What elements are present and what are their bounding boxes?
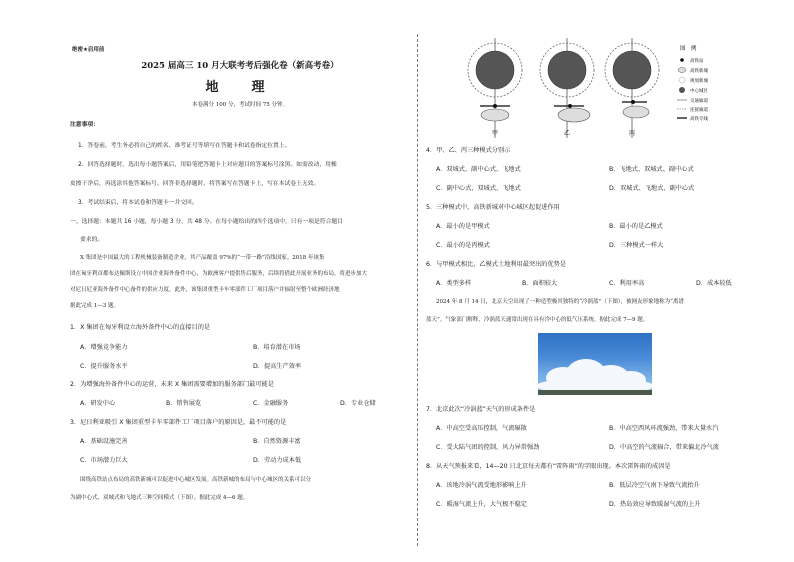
question-3: 3．尼日利亚吸引 X 集团重型卡车零部件工厂项目落户的原因是，最不可能的是: [70, 419, 287, 426]
note-item: 1．答卷前，考生务必将自己的姓名、准考证号等填写在答题卡和试卷指定位置上。: [78, 143, 291, 149]
option-c[interactable]: C．最小的是丙模式: [436, 242, 490, 249]
hsr-station: [493, 104, 497, 108]
passage-line: 对尼日尼亚海外备件中心备件的供应力度。此外，该集团重型卡车零部件工厂项目落户并辐射至整个欧洲经济地: [70, 287, 340, 293]
option-d[interactable]: D．劳动力成本低: [253, 457, 302, 464]
legend-item: 高铁新城: [690, 69, 708, 74]
hsr-station: [631, 100, 635, 104]
cold-vortex-sky-photo: [538, 333, 652, 395]
column-divider: [417, 34, 418, 546]
passage-line: 为副中心式、双城式和飞地式三种空间模式（下图）。据此完成 4—6 题。: [70, 495, 249, 501]
right-column: [426, 0, 766, 562]
option-d[interactable]: D．中高空的气流辐合，带来偏北冷气流: [609, 444, 719, 451]
central-city: [476, 51, 514, 89]
option-d[interactable]: D．热岛效应导致暖湿气流的上升: [609, 501, 701, 508]
question-6: 6．与甲模式相比，乙模式土地利用最突出的优势是: [426, 261, 567, 268]
passage-line: 2024 年 8 月 14 日，北京天空出现了一种造型极其独特的“冷涡蓝”（下图），被网友形象地称为“离谱: [436, 299, 684, 305]
score-note: 本卷满分 100 分，考试时间 75 分钟。: [192, 102, 288, 108]
subject-title: 地 理: [205, 80, 275, 95]
passage-line: 蓝天”。气象部门解释，冷涡蓝天通常出现在具有冷中心的低气压系统。据此完成 7—9 题。: [426, 317, 649, 323]
question-7: 7．北京此次“冷涡蓝”天气的形成条件是: [426, 406, 536, 413]
notes-heading: 注意事项：: [70, 122, 99, 128]
note-item: 皮擦干净后，再选涂其他答案标号。回答非选择题时，将答案写在答题卡上，写在本试卷上无效。: [70, 181, 320, 187]
option-c[interactable]: C．市场潜力巨大: [80, 457, 128, 464]
option-d[interactable]: D．三种模式一样大: [609, 242, 664, 249]
option-c[interactable]: C．提升服务水平: [80, 363, 128, 370]
legend-station-symbol: [680, 58, 684, 62]
option-c[interactable]: C．副中心式、双城式、飞地式: [436, 185, 521, 192]
question-2: 2．为增强海外备件中心的运营，未来 X 集团需要增加的服务部门最可能是: [70, 381, 274, 388]
legend-newcity-symbol: [678, 68, 686, 73]
option-b[interactable]: B．低层冷空气南下导致气流抬升: [609, 482, 700, 489]
passage-line: 据此完成 1—3 题。: [70, 303, 119, 309]
option-a[interactable]: A．类型多样: [436, 280, 472, 287]
model-yi: [540, 38, 594, 138]
legend-title: 图 例: [680, 46, 697, 52]
hsr-new-city: [623, 106, 649, 118]
option-b[interactable]: B．培育潜在市场: [253, 344, 301, 351]
legend-item: 交通廊道: [690, 99, 708, 104]
diagram-label-bing: 丙: [629, 130, 636, 137]
hsr-new-city: [481, 109, 509, 121]
legend-item: 连接廊道: [690, 108, 708, 113]
legend-item: 高铁站: [690, 59, 704, 64]
option-a[interactable]: A．该地冷涡气流受地形影响上升: [436, 482, 527, 489]
model-bing: [605, 38, 659, 138]
question-4: 4．甲、乙、丙三种模式分别示: [426, 147, 511, 154]
question-1: 1．X 集团在匈牙利设立海外备件中心的直接目的是: [70, 324, 211, 331]
note-item: 3．考试结束后，将本试卷和答题卡一并交回。: [78, 200, 198, 206]
legend-item: 高铁专线: [690, 117, 708, 122]
option-d[interactable]: D．成本较低: [696, 280, 732, 287]
hsr-new-city: [558, 108, 590, 122]
section-heading-cont: 要求的。: [80, 237, 104, 243]
secret-mark: 绝密★启用前: [72, 47, 105, 53]
central-city: [548, 51, 586, 89]
option-a[interactable]: A．最小的是甲模式: [436, 223, 490, 230]
diagram-label-yi: 乙: [564, 130, 571, 137]
option-c[interactable]: C．暖湿气流上升，大气极不稳定: [436, 501, 527, 508]
question-8: 8．从天气预报来看，14—20 日北京每天都有“雷阵雨”的字眼出现。本次雷阵雨的成因是: [426, 463, 671, 470]
legend-item: 中心城区: [690, 89, 708, 94]
option-a[interactable]: A．基础设施完善: [80, 438, 128, 445]
option-a[interactable]: A．研发中心: [80, 400, 116, 407]
option-d[interactable]: D．提高生产效率: [253, 363, 302, 370]
option-b[interactable]: B．飞地式、双城式、副中心式: [609, 166, 694, 173]
passage-line: 围绕高铁站点布局的高铁新城可以促进中心城区发展。高铁新城的布局与中心城区的关系可以分: [80, 477, 312, 483]
option-b[interactable]: B．自然资源丰富: [253, 438, 301, 445]
option-a[interactable]: A．增强竞争能力: [80, 344, 128, 351]
option-c[interactable]: C．金融服务: [253, 400, 289, 407]
diagram-label-jia: 甲: [492, 130, 499, 137]
note-item: 2．回答选择题时，选出每小题答案后，用铅笔把答题卡上对应题目的答案标号涂黑。如需改动，用橡: [78, 162, 337, 168]
passage-line: X 集团是中国最大的工程机械装备制造企业，其产品覆盖 97%的“一带一路”沿线国家。2018 年该集: [80, 255, 325, 261]
legend-planned-symbol: [679, 77, 685, 83]
model-jia: [468, 38, 522, 138]
passage-line: 团在匈牙利首都布达佩斯设立中国企业海外备件中心，为欧洲客户提供售后服务，后续将借此开展业务的布局。将进步加大: [70, 271, 368, 277]
option-c[interactable]: C．受大陆气团的控制，风力异常强劲: [436, 444, 540, 451]
diagram-legend: [677, 44, 708, 122]
option-a[interactable]: A．中高空受高压控制，气流辐散: [436, 425, 527, 432]
legend-item: 规划新城: [690, 79, 708, 84]
option-d[interactable]: D．双城式、飞地式、副中心式: [609, 185, 695, 192]
option-b[interactable]: B．最小的是乙模式: [609, 223, 663, 230]
legend-central-symbol: [679, 87, 685, 93]
exam-title: 2025 届高三 10 月大联考考后强化卷（新高考卷）: [141, 61, 339, 71]
option-c[interactable]: C．利用率高: [609, 280, 645, 287]
option-b[interactable]: B．销售展览: [166, 400, 202, 407]
section-heading: 一、选择题：本题共 16 小题，每小题 3 分，共 48 分。在每小题给出的四个选项中，只有一项是符合题目: [70, 219, 343, 225]
option-b[interactable]: B．中高空西风环流强劲，带来大量水汽: [609, 425, 719, 432]
hsr-station: [568, 104, 572, 108]
option-b[interactable]: B．面积较大: [522, 280, 558, 287]
central-city: [613, 51, 651, 89]
option-d[interactable]: D．专业仓储: [340, 400, 376, 407]
hsr-city-diagram: [462, 38, 762, 138]
left-column: [70, 0, 410, 562]
option-a[interactable]: A．双城式、副中心式、飞地式: [436, 166, 521, 173]
question-5: 5．三种模式中，高铁新城对中心城区起促进作用: [426, 204, 560, 211]
